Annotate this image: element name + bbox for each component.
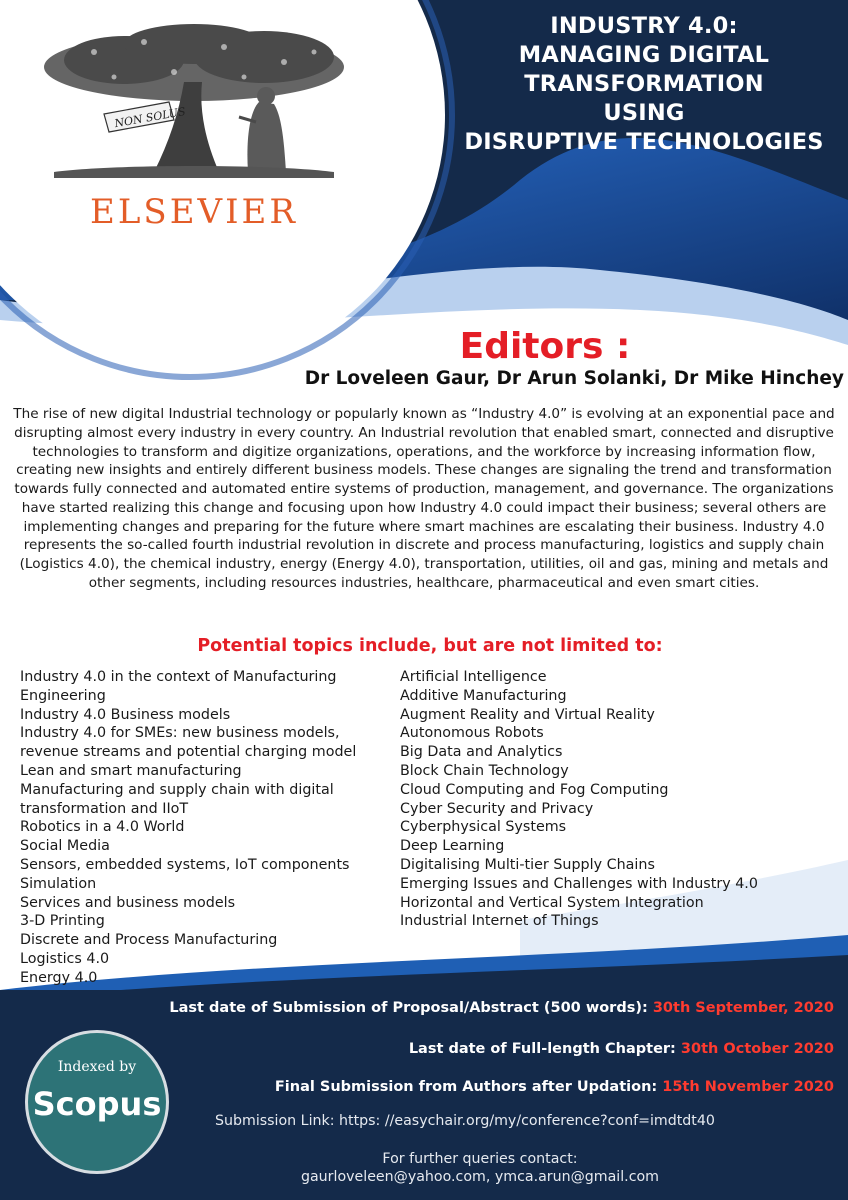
list-item: Sensors, embedded systems, IoT components bbox=[20, 856, 350, 873]
list-item: Autonomous Robots bbox=[400, 725, 544, 742]
scopus-badge bbox=[25, 1030, 169, 1174]
list-item: revenue streams and potential charging model bbox=[20, 744, 357, 761]
deadline-date: 30th October 2020 bbox=[680, 1041, 834, 1057]
deadline-date: 30th September, 2020 bbox=[652, 1000, 834, 1016]
elsevier-logo bbox=[34, 22, 354, 232]
deadline-date: 15th November 2020 bbox=[662, 1079, 834, 1095]
list-item: Services and business models bbox=[20, 894, 236, 911]
scopus-badge-top: Indexed by bbox=[57, 1059, 137, 1075]
list-item: Cyberphysical Systems bbox=[400, 819, 567, 836]
topics-list-left bbox=[20, 668, 395, 988]
deadline-label: Last date of Submission of Proposal/Abstract (500 words): bbox=[169, 1000, 653, 1016]
list-item: Simulation bbox=[20, 875, 97, 892]
list-item: Robotics in a 4.0 World bbox=[20, 819, 185, 836]
deadline-final-submission bbox=[275, 1077, 834, 1097]
list-item: Artificial Intelligence bbox=[400, 669, 547, 685]
queries-contact bbox=[240, 1150, 720, 1186]
list-item: Discrete and Process Manufacturing bbox=[20, 932, 278, 949]
list-item: Social Media bbox=[20, 838, 110, 855]
editors-names: Dr Loveleen Gaur, Dr Arun Solanki, Dr Mike Hinchey bbox=[304, 368, 844, 389]
list-item: Industry 4.0 in the context of Manufacturing bbox=[20, 669, 337, 685]
list-item: transformation and IIoT bbox=[20, 800, 189, 817]
list-item: Industry 4.0 Business models bbox=[20, 706, 231, 723]
deadline-label: Final Submission from Authors after Updation: bbox=[274, 1079, 663, 1095]
submission-link[interactable]: Submission Link: https: //easychair.org/my/conference?conf=imdtdt40 bbox=[215, 1113, 715, 1129]
deadline-abstract bbox=[169, 998, 834, 1018]
title-line: DISRUPTIVE TECHNOLOGIES bbox=[464, 129, 824, 155]
list-item: Lean and smart manufacturing bbox=[20, 762, 242, 779]
list-item: Industry 4.0 for SMEs: new business models, bbox=[20, 725, 340, 742]
scopus-badge-main: Scopus bbox=[32, 1085, 162, 1123]
list-item: Manufacturing and supply chain with digital bbox=[20, 781, 334, 798]
logo-banner-text: NON SOLUS bbox=[113, 104, 187, 131]
list-item: Deep Learning bbox=[400, 838, 505, 855]
list-item: Augment Reality and Virtual Reality bbox=[400, 706, 655, 723]
page-title bbox=[440, 12, 848, 157]
deadline-full-chapter bbox=[409, 1039, 834, 1059]
list-item: Big Data and Analytics bbox=[400, 744, 563, 761]
title-line: MANAGING DIGITAL bbox=[518, 42, 770, 68]
list-item: Industrial Internet of Things bbox=[400, 913, 599, 930]
title-line: TRANSFORMATION bbox=[524, 71, 764, 97]
list-item: Digitalising Multi-tier Supply Chains bbox=[400, 856, 655, 873]
elsevier-wordmark: ELSEVIER bbox=[90, 192, 298, 232]
deadline-label: Last date of Full-length Chapter: bbox=[408, 1041, 681, 1057]
list-item: Logistics 4.0 bbox=[20, 950, 110, 967]
abstract-paragraph: The rise of new digital Industrial technology or popularly known as “Industry 4.0” is evolving at an exponential pace and disrupting almost every industry in every country. An Industrial revolution that enabled smart, connected and disruptive technologies to transform and digitize organizations, operations, and the workforce by increasing information flow, creating new insights and entirely different business models. These changes are signaling the trend and transformation towards fully connected and automated entire systems of production, management, and governance. The organizations have started realizing this change and focusing upon how Industry 4.0 could impact their business; several others are implementing changes and preparing for the future where smart machines are escalating their business. Industry 4.0 represents the so-called fourth industrial revolution in discrete and process manufacturing, logistics and supply chain (Logistics 4.0), the chemical industry, energy (Energy 4.0), transportation, utilities, oil and gas, mining and metals and other segments, including resources industries, healthcare, pharmaceutical and even smart cities. bbox=[13, 406, 835, 591]
list-item: Cloud Computing and Fog Computing bbox=[400, 781, 669, 798]
topics-heading: Potential topics include, but are not limited to: bbox=[197, 636, 663, 656]
topics-list-right bbox=[400, 668, 840, 931]
title-line: USING bbox=[603, 100, 685, 126]
list-item: Additive Manufacturing bbox=[400, 687, 567, 704]
list-item: Emerging Issues and Challenges with Industry 4.0 bbox=[400, 875, 758, 892]
list-item: Horizontal and Vertical System Integration bbox=[400, 894, 704, 911]
queries-heading: For further queries contact: bbox=[382, 1151, 578, 1167]
queries-emails[interactable]: gaurloveleen@yahoo.com, ymca.arun@gmail.com bbox=[300, 1169, 659, 1185]
tree-icon bbox=[34, 22, 354, 192]
title-line: INDUSTRY 4.0: bbox=[550, 13, 738, 39]
list-item: Cyber Security and Privacy bbox=[400, 800, 594, 817]
editors-heading: Editors : bbox=[459, 326, 631, 367]
list-item: Engineering bbox=[20, 687, 106, 704]
list-item: Block Chain Technology bbox=[400, 762, 569, 779]
list-item: Energy 4.0 bbox=[20, 969, 98, 986]
list-item: 3-D Printing bbox=[20, 913, 105, 930]
